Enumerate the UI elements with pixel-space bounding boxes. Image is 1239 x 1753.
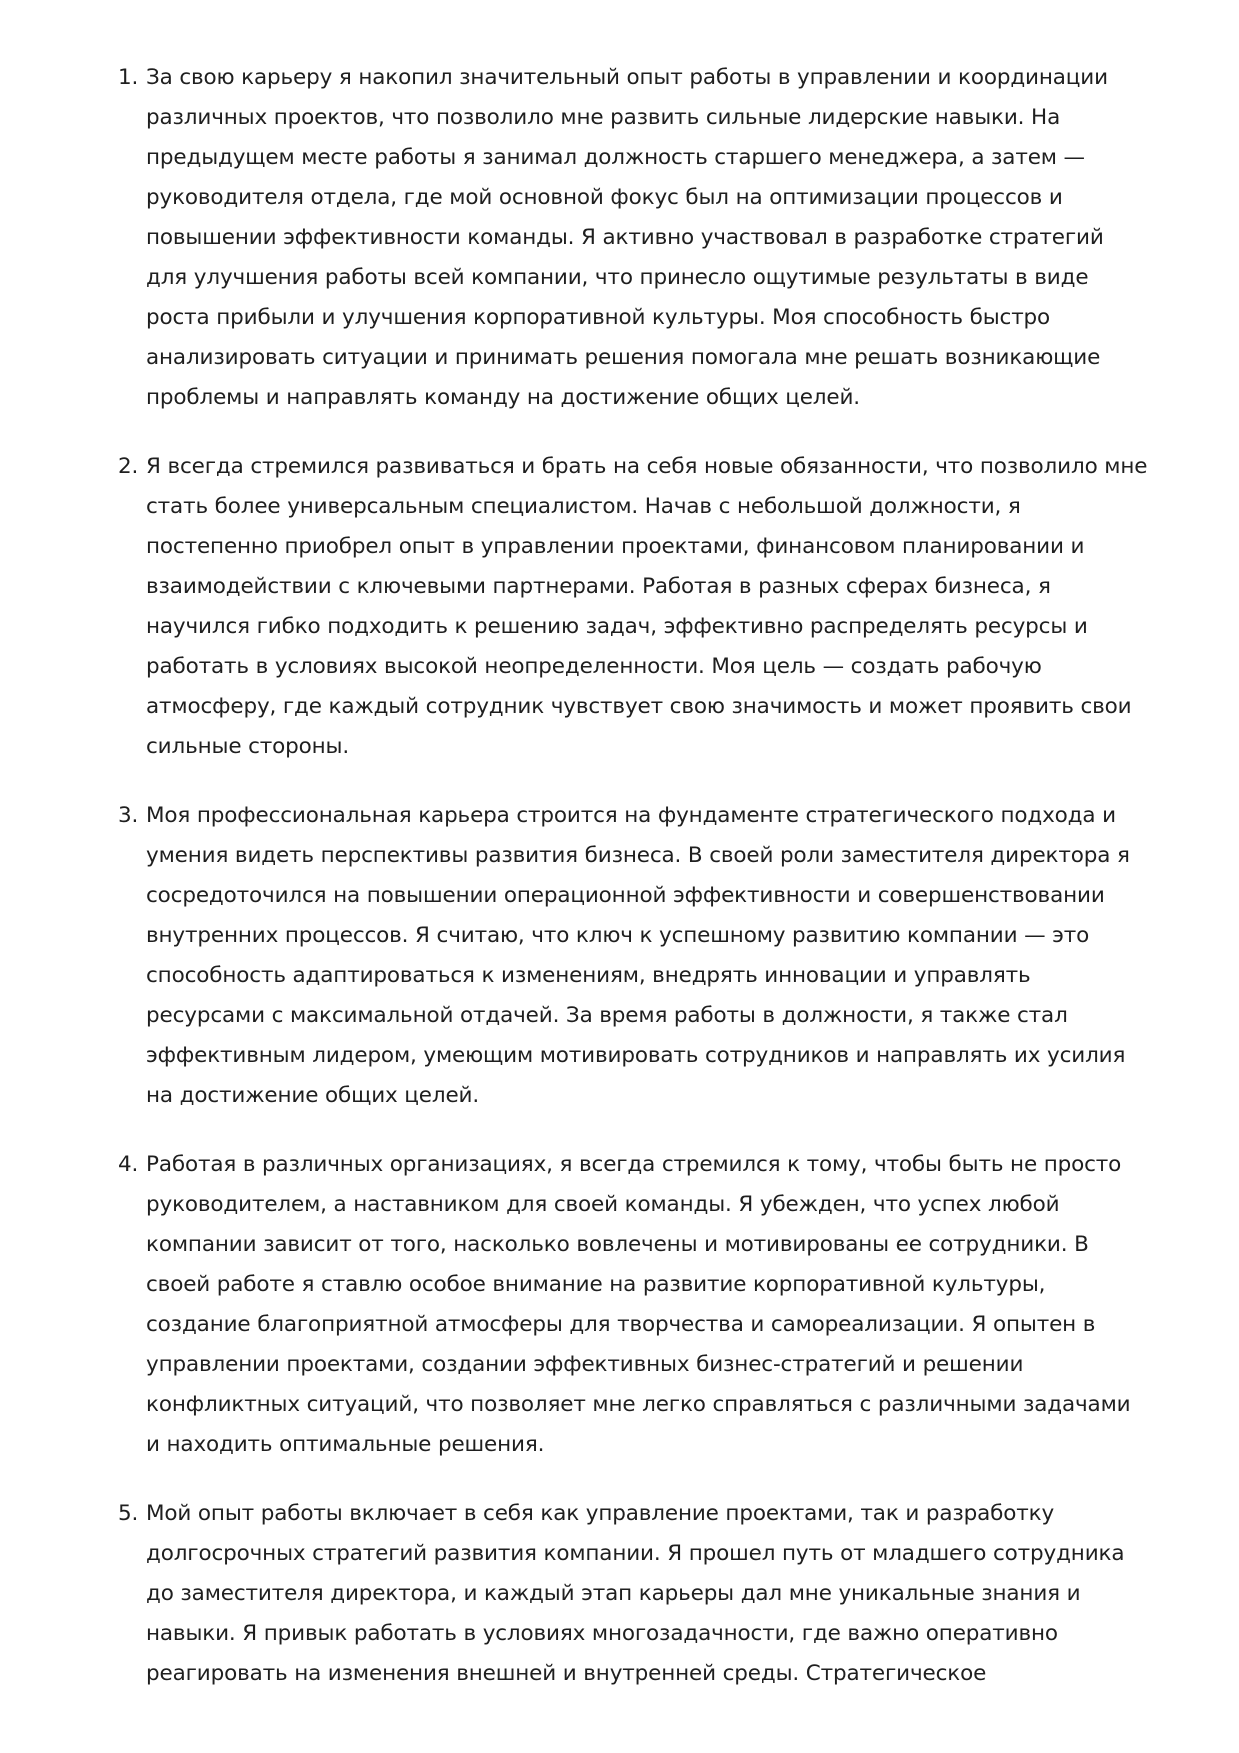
numbered-list	[118, 58, 1148, 1723]
list-item	[118, 1145, 1148, 1465]
list-item-number: 5.	[118, 1501, 139, 1526]
list-item-text: Мой опыт работы включает в себя как управление проектами, так и разработку долгосрочных стратегий развития компании. Я прошел путь от младшего сотрудника до заместителя директора, и каждый этап карьеры дал мне уникальные знания и навыки. Я привык работать в условиях многозадачности, где важно оперативно реагировать на изменения внешней и внутренней среды. Стратегическое	[146, 1501, 1125, 1686]
list-item-number: 2.	[118, 454, 139, 479]
list-item-number: 4.	[118, 1152, 139, 1177]
list-item-text: Я всегда стремился развиваться и брать на себя новые обязанности, что позволило мне стать более универсальным специалистом. Начав с небольшой должности, я постепенно приобрел опыт в управлении проектами, финансовом планировании и взаимодействии с ключевыми партнерами. Работая в разных сферах бизнеса, я научился гибко подходить к решению задач, эффективно распределять ресурсы и работать в условиях высокой неопределенности. Моя цель — создать рабочую атмосферу, где каждый сотрудник чувствует свою значимость и может проявить свои сильные стороны.	[146, 454, 1148, 759]
list-item	[118, 1494, 1148, 1694]
list-item-number: 3.	[118, 803, 139, 828]
list-item	[118, 58, 1148, 418]
list-item	[118, 796, 1148, 1116]
list-item-text: За свою карьеру я накопил значительный опыт работы в управлении и координации различных проектов, что позволило мне развить сильные лидерские навыки. На предыдущем месте работы я занимал должность старшего менеджера, а затем — руководителя отдела, где мой основной фокус был на оптимизации процессов и повышении эффективности команды. Я активно участвовал в разработке стратегий для улучшения работы всей компании, что принесло ощутимые результаты в виде роста прибыли и улучшения корпоративной культуры. Моя способность быстро анализировать ситуации и принимать решения помогала мне решать возникающие проблемы и направлять команду на достижение общих целей.	[146, 65, 1108, 410]
list-item-number: 1.	[118, 65, 139, 90]
list-item	[118, 447, 1148, 767]
list-item-text: Работая в различных организациях, я всегда стремился к тому, чтобы быть не просто руководителем, а наставником для своей команды. Я убежден, что успех любой компании зависит от того, насколько вовлечены и мотивированы ее сотрудники. В своей работе я ставлю особое внимание на развитие корпоративной культуры, создание благоприятной атмосферы для творчества и самореализации. Я опытен в управлении проектами, создании эффективных бизнес-стратегий и решении конфликтных ситуаций, что позволяет мне легко справляться с различными задачами и находить оптимальные решения.	[146, 1152, 1131, 1457]
list-item-text: Моя профессиональная карьера строится на фундаменте стратегического подхода и умения видеть перспективы развития бизнеса. В своей роли заместителя директора я сосредоточился на повышении операционной эффективности и совершенствовании внутренних процессов. Я считаю, что ключ к успешному развитию компании — это способность адаптироваться к изменениям, внедрять инновации и управлять ресурсами с максимальной отдачей. За время работы в должности, я также стал эффективным лидером, умеющим мотивировать сотрудников и направлять их усилия на достижение общих целей.	[146, 803, 1130, 1108]
